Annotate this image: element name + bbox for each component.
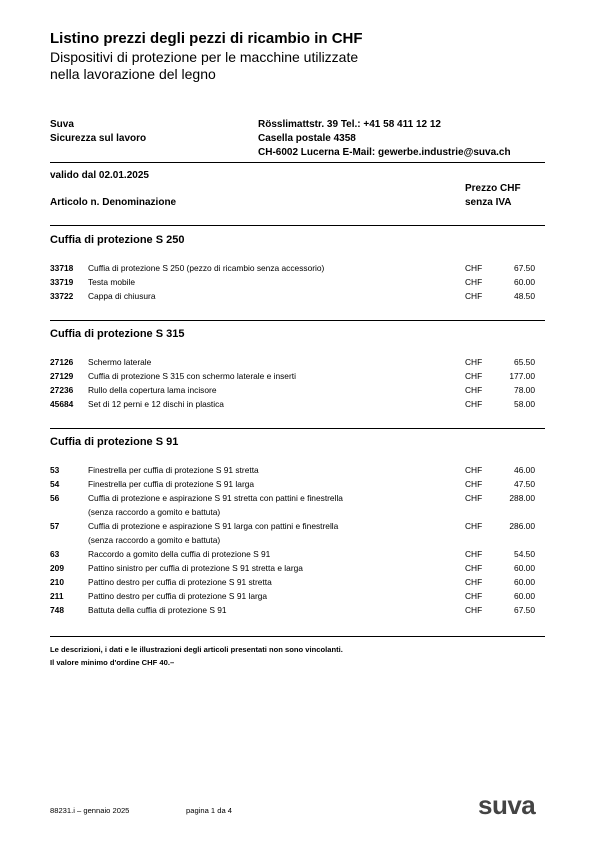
price: 288.00 xyxy=(509,493,535,503)
section-title: Cuffia di protezione S 91 xyxy=(50,436,179,448)
article-description-continued: (senza raccordo a gomito e battuta) xyxy=(88,535,221,545)
article-code: 27126 xyxy=(50,357,74,367)
validity-date: valido dal 02.01.2025 xyxy=(50,170,149,181)
article-code: 27236 xyxy=(50,385,74,395)
currency: CHF xyxy=(465,521,483,531)
table-row xyxy=(50,519,545,533)
price: 46.00 xyxy=(514,465,535,475)
page-number: pagina 1 da 4 xyxy=(186,806,233,815)
article-code: 210 xyxy=(50,577,64,587)
article-description: Cuffia di protezione S 315 con schermo laterale e inserti xyxy=(88,371,296,381)
price: 60.00 xyxy=(514,591,535,601)
article-description: Pattino destro per cuffia di protezione S 91 larga xyxy=(88,591,268,601)
article-code: 54 xyxy=(50,479,60,489)
price: 78.00 xyxy=(514,385,535,395)
price: 67.50 xyxy=(514,605,535,615)
currency: CHF xyxy=(465,549,483,559)
price: 286.00 xyxy=(509,521,535,531)
price: 60.00 xyxy=(514,577,535,587)
page-title: Listino prezzi degli pezzi di ricambio in CHF xyxy=(50,30,363,47)
article-code: 56 xyxy=(50,493,60,503)
currency: CHF xyxy=(465,577,483,587)
currency: CHF xyxy=(465,291,483,301)
currency: CHF xyxy=(465,479,483,489)
table-row xyxy=(50,603,545,617)
article-code: 27129 xyxy=(50,371,74,381)
article-description: Finestrella per cuffia di protezione S 91 stretta xyxy=(88,465,259,475)
article-description: Cuffia di protezione e aspirazione S 91 stretta con pattini e finestrella xyxy=(88,493,343,503)
article-code: 45684 xyxy=(50,399,74,409)
price: 47.50 xyxy=(514,479,535,489)
price: 60.00 xyxy=(514,563,535,573)
article-code: 33719 xyxy=(50,277,74,287)
price: 65.50 xyxy=(514,357,535,367)
price-column-header-line1: Prezzo CHF xyxy=(465,183,521,194)
section-title: Cuffia di protezione S 250 xyxy=(50,234,185,246)
currency: CHF xyxy=(465,399,483,409)
article-code: 33722 xyxy=(50,291,74,301)
divider xyxy=(50,162,545,163)
page-subtitle-line1: Dispositivi di protezione per le macchine utilizzate xyxy=(50,49,359,65)
price: 54.50 xyxy=(514,549,535,559)
document-code: 88231.i – gennaio 2025 xyxy=(50,806,130,815)
price: 67.50 xyxy=(514,263,535,273)
article-code: 63 xyxy=(50,549,60,559)
currency: CHF xyxy=(465,605,483,615)
article-code: 57 xyxy=(50,521,60,531)
currency: CHF xyxy=(465,371,483,381)
article-description: Battuta della cuffia di protezione S 91 xyxy=(88,605,227,615)
article-description: Pattino destro per cuffia di protezione S 91 stretta xyxy=(88,577,272,587)
divider xyxy=(50,320,545,321)
article-description: Finestrella per cuffia di protezione S 91 larga xyxy=(88,479,255,489)
currency: CHF xyxy=(465,277,483,287)
article-description: Pattino sinistro per cuffia di protezione S 91 stretta e larga xyxy=(88,563,303,573)
currency: CHF xyxy=(465,385,483,395)
table-row xyxy=(50,561,545,575)
currency: CHF xyxy=(465,563,483,573)
article-description: Testa mobile xyxy=(88,277,136,287)
company-address-line1: Rösslimattstr. 39 Tel.: +41 58 411 12 12 xyxy=(258,119,441,130)
table-row xyxy=(50,547,545,561)
divider xyxy=(50,636,545,637)
table-row xyxy=(50,463,545,477)
company-address-line3: CH-6002 Lucerna E-Mail: gewerbe.industrie@suva.ch xyxy=(258,147,511,158)
article-description: Cappa di chiusura xyxy=(88,291,156,301)
article-code: 748 xyxy=(50,605,64,615)
table-row xyxy=(50,575,545,589)
price-column-header-line2: senza IVA xyxy=(465,197,512,208)
article-description: Set di 12 perni e 12 dischi in plastica xyxy=(88,399,224,409)
table-row xyxy=(50,589,545,603)
table-row xyxy=(50,369,545,383)
article-description-continued: (senza raccordo a gomito e battuta) xyxy=(88,507,221,517)
price: 60.00 xyxy=(514,277,535,287)
page-subtitle-line2: nella lavorazione del legno xyxy=(50,66,216,82)
table-row xyxy=(50,491,545,505)
table-row xyxy=(50,275,545,289)
article-description: Cuffia di protezione S 250 (pezzo di ricambio senza accessorio) xyxy=(88,263,325,273)
divider xyxy=(50,225,545,226)
table-row xyxy=(50,397,545,411)
company-department: Sicurezza sul lavoro xyxy=(50,133,147,144)
company-name: Suva xyxy=(50,119,74,130)
article-column-header: Articolo n. Denominazione xyxy=(50,197,177,208)
article-description: Cuffia di protezione e aspirazione S 91 larga con pattini e finestrella xyxy=(88,521,339,531)
table-row xyxy=(50,355,545,369)
table-row xyxy=(50,383,545,397)
price: 48.50 xyxy=(514,291,535,301)
article-description: Schermo laterale xyxy=(88,357,152,367)
currency: CHF xyxy=(465,263,483,273)
table-row xyxy=(50,261,545,275)
disclaimer-note: Le descrizioni, i dati e le illustrazioni degli articoli presentati non sono vincolanti. xyxy=(50,645,343,654)
price: 58.00 xyxy=(514,399,535,409)
article-description: Raccordo a gomito della cuffia di protezione S 91 xyxy=(88,549,271,559)
table-row xyxy=(50,477,545,491)
currency: CHF xyxy=(465,357,483,367)
table-row xyxy=(50,289,545,303)
article-code: 53 xyxy=(50,465,60,475)
article-code: 33718 xyxy=(50,263,74,273)
suva-logo: suva xyxy=(478,790,536,820)
company-address-line2: Casella postale 4358 xyxy=(258,133,356,144)
currency: CHF xyxy=(465,591,483,601)
currency: CHF xyxy=(465,493,483,503)
divider xyxy=(50,428,545,429)
section-title: Cuffia di protezione S 315 xyxy=(50,328,185,340)
article-code: 209 xyxy=(50,563,64,573)
currency: CHF xyxy=(465,465,483,475)
article-code: 211 xyxy=(50,591,64,601)
article-description: Rullo della copertura lama incisore xyxy=(88,385,217,395)
price: 177.00 xyxy=(509,371,535,381)
minimum-order-note: Il valore minimo d'ordine CHF 40.– xyxy=(50,658,175,667)
